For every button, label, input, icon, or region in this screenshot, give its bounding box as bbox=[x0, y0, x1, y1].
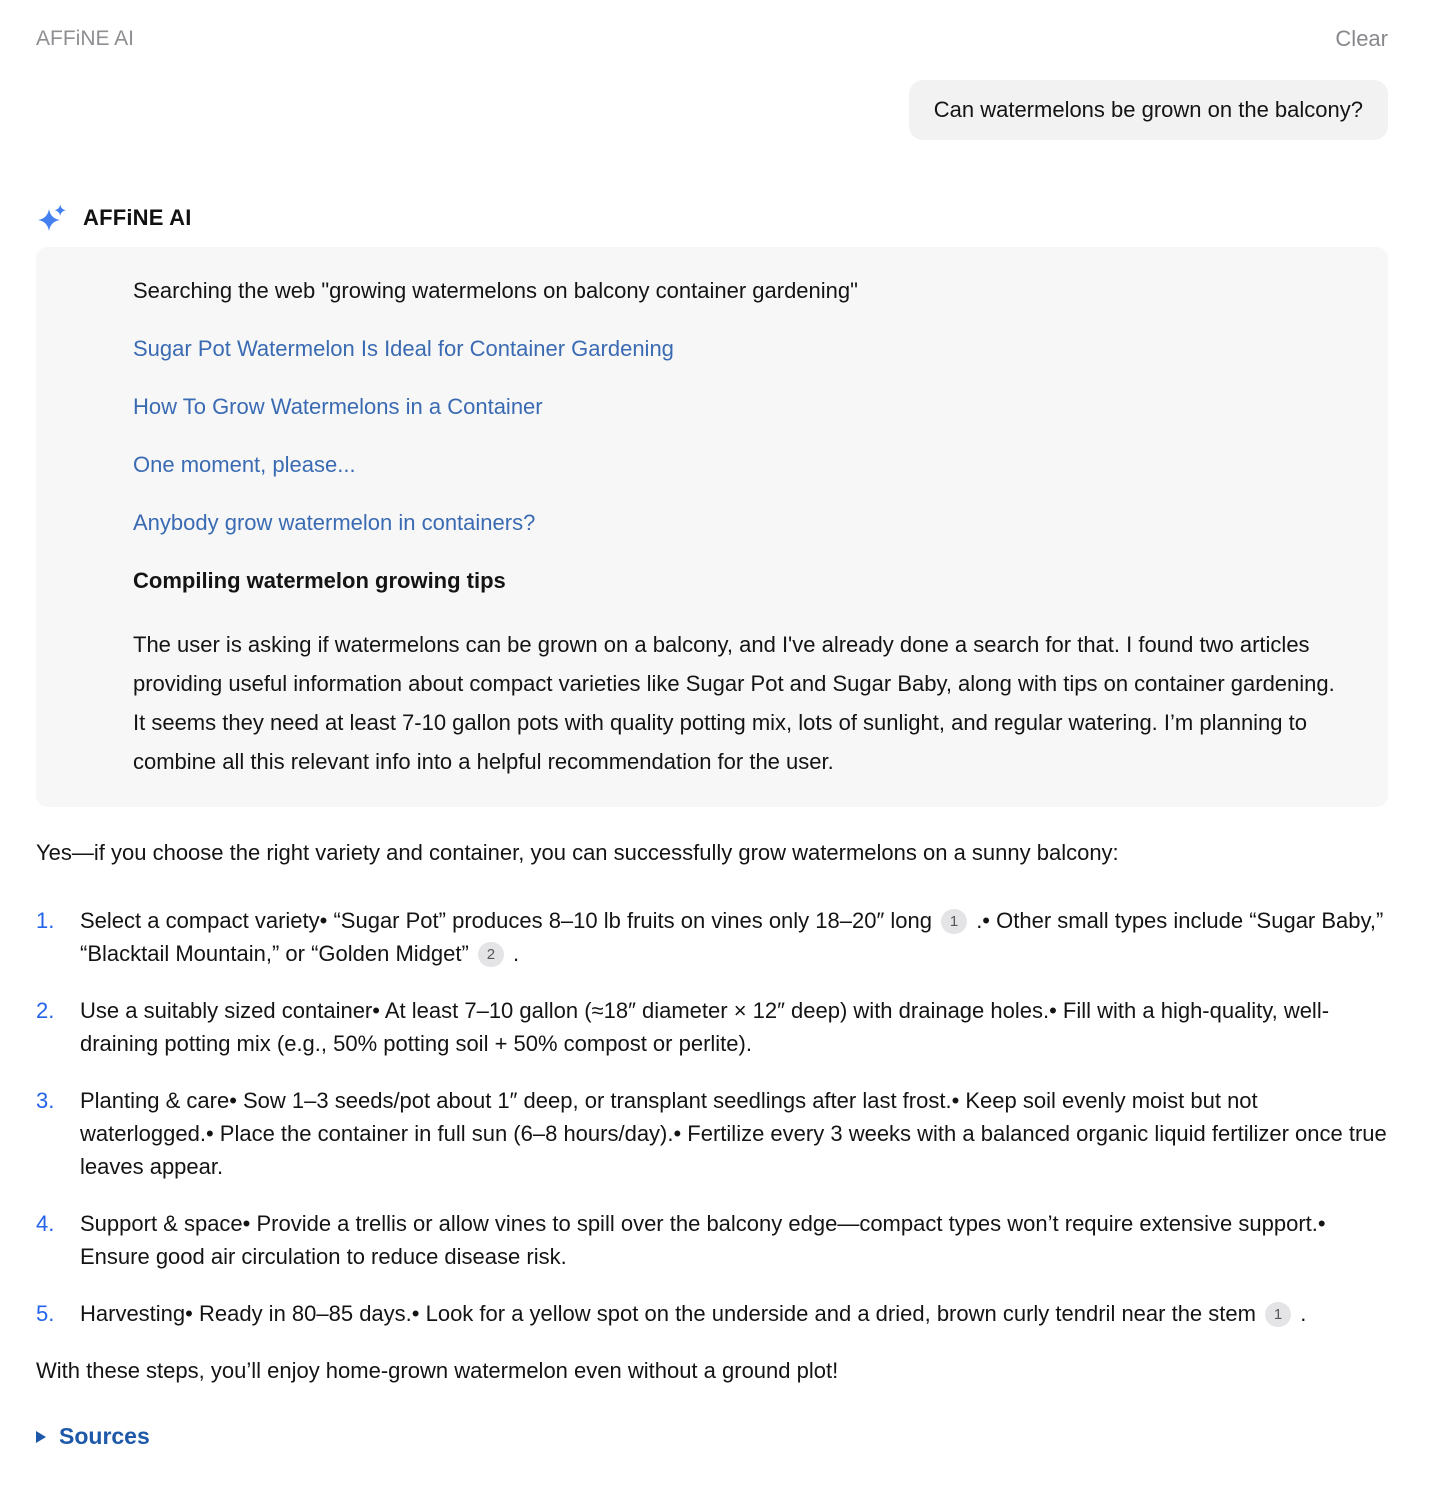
assistant-name: AFFiNE AI bbox=[83, 205, 192, 230]
list-item-text: Harvesting• Ready in 80–85 days.• Look for a yellow spot on the underside and a dried, brown curly tendril near the stem 1 . bbox=[80, 1301, 1307, 1326]
list-item bbox=[36, 1297, 1388, 1330]
citation-badge[interactable]: 2 bbox=[478, 942, 504, 967]
search-links bbox=[133, 335, 1352, 537]
reasoning-paragraph: The user is asking if watermelons can be grown on a balcony, and I've already done a search for that. I found two articles providing useful information about compact varieties like Sugar Pot and Sugar Baby, along with tips on container gardening. It seems they need at least 7-10 gallon pots with quality potting mix, lots of sunlight, and regular watering. I’m planning to combine all this relevant info into a helpful recommendation for the user. bbox=[133, 632, 1335, 774]
list-item-text: Support & space• Provide a trellis or allow vines to spill over the balcony edge—compact types won’t require extensive support.• Ensure good air circulation to reduce disease risk. bbox=[80, 1211, 1326, 1269]
search-result-link[interactable]: How To Grow Watermelons in a Container bbox=[133, 394, 543, 419]
sources-label: Sources bbox=[59, 1423, 150, 1449]
answer-intro: Yes—if you choose the right variety and container, you can successfully grow watermelons on a sunny balcony: bbox=[36, 840, 1119, 865]
citation-badge[interactable]: 1 bbox=[1265, 1302, 1291, 1327]
list-item bbox=[36, 904, 1388, 970]
list-item bbox=[36, 1207, 1388, 1273]
list-item-number: 1. bbox=[36, 908, 55, 933]
user-message-row bbox=[36, 80, 1388, 140]
panel-title: AFFiNE AI bbox=[36, 27, 135, 50]
chevron-right-icon bbox=[36, 1431, 46, 1443]
answer-outro: With these steps, you’ll enjoy home-grown watermelon even without a ground plot! bbox=[36, 1358, 839, 1383]
user-message-bubble: Can watermelons be grown on the balcony? bbox=[909, 80, 1388, 140]
list-item-number: 2. bbox=[36, 998, 55, 1023]
search-status-text: Searching the web "growing watermelons on balcony container gardening" bbox=[133, 278, 858, 303]
header bbox=[36, 0, 1388, 52]
list-item-number: 3. bbox=[36, 1088, 55, 1113]
search-result-link[interactable]: Sugar Pot Watermelon Is Ideal for Container Gardening bbox=[133, 336, 674, 361]
reasoning-panel bbox=[36, 247, 1388, 807]
answer-list bbox=[36, 904, 1388, 1330]
list-item bbox=[36, 994, 1388, 1060]
list-item-number: 4. bbox=[36, 1211, 55, 1236]
list-item-text: Planting & care• Sow 1–3 seeds/pot about 1″ deep, or transplant seedlings after last frost.• Keep soil evenly moist but not waterlogged.• Place the container in full sun (6–8 hours/day).• Fertilize every 3 weeks with a balanced organic liquid fertilizer once true leaves appear. bbox=[80, 1088, 1387, 1179]
search-result-link[interactable]: Anybody grow watermelon in containers? bbox=[133, 510, 536, 535]
search-result-link[interactable]: One moment, please... bbox=[133, 452, 356, 477]
list-item-number: 5. bbox=[36, 1301, 55, 1326]
sparkle-icon bbox=[36, 202, 68, 234]
assistant-header bbox=[36, 202, 1388, 234]
list-item-text: Use a suitably sized container• At least 7–10 gallon (≈18″ diameter × 12″ deep) with drainage holes.• Fill with a high-quality, well-draining potting mix (e.g., 50% potting soil + 50% compost or perlite). bbox=[80, 998, 1330, 1056]
citation-badge[interactable]: 1 bbox=[941, 909, 967, 934]
sources-toggle[interactable] bbox=[36, 1423, 150, 1450]
list-item-text: Select a compact variety• “Sugar Pot” produces 8–10 lb fruits on vines only 18–20″ long 1 .• Other small types include “Sugar Baby,” “Blacktail Mountain,” or “Golden Midget” 2 . bbox=[80, 908, 1384, 966]
clear-button[interactable]: Clear bbox=[1335, 26, 1388, 51]
list-item bbox=[36, 1084, 1388, 1183]
reasoning-heading: Compiling watermelon growing tips bbox=[133, 568, 506, 593]
